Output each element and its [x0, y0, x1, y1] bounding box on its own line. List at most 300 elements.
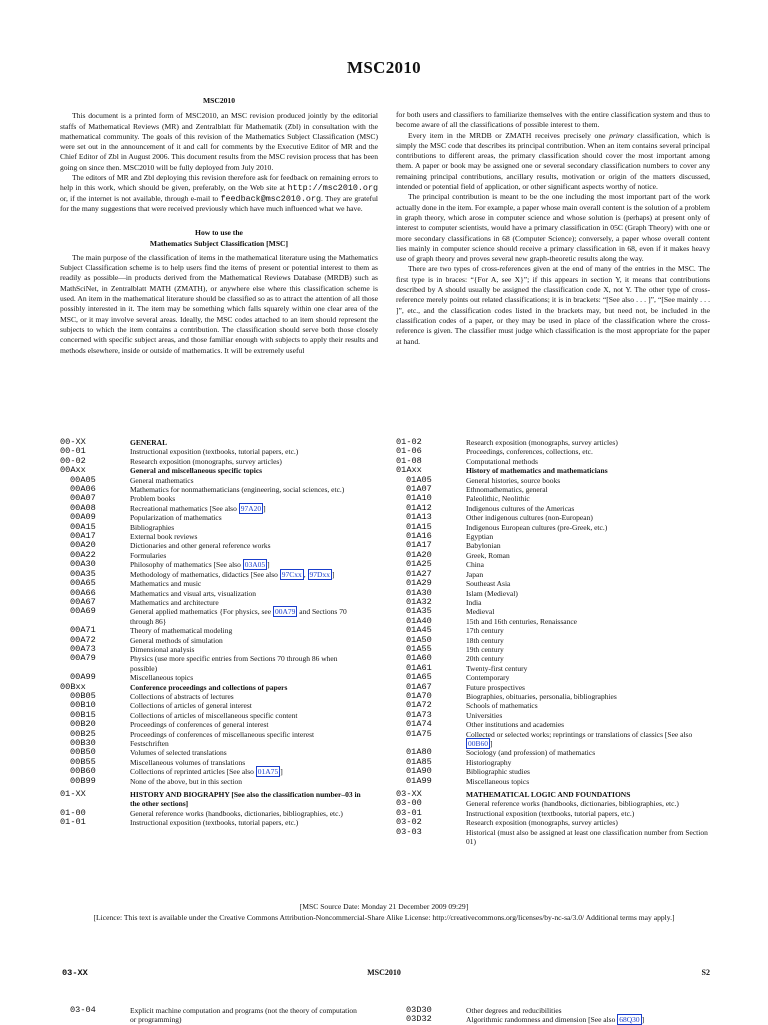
class-entry	[396, 589, 712, 598]
class-entry	[60, 654, 364, 673]
class-code: 00B10	[70, 700, 96, 711]
class-code: 00B25	[70, 728, 96, 739]
class-text: Southeast Asia	[466, 579, 511, 589]
class-description	[466, 523, 712, 532]
class-entry	[60, 777, 364, 786]
class-entry	[60, 767, 364, 776]
class-text: Research exposition (monographs, survey articles)	[466, 438, 618, 447]
class-text: None of the above, but in this section	[130, 776, 243, 786]
class-description	[466, 758, 712, 767]
how-to-use-heading: How to use the Mathematics Subject Classification [MSC]	[149, 228, 289, 248]
class-description	[130, 504, 364, 513]
class-text: General reference works (handbooks, dictionaries, bibliographies, etc.)	[466, 799, 679, 809]
class-text: Instructional exposition (textbooks, tutorial papers, etc.)	[130, 818, 299, 828]
class-code: 01A60	[406, 653, 432, 664]
class-text: Japan	[466, 569, 484, 579]
class-description	[130, 720, 364, 729]
class-description	[130, 579, 364, 588]
class-code: 01A80	[406, 747, 432, 758]
class-text: Medieval	[466, 607, 495, 617]
class-description	[466, 777, 712, 786]
class-entry	[396, 777, 712, 786]
class-entry	[60, 720, 364, 729]
class-text: Conference proceedings and collections of papers	[130, 682, 288, 692]
class-entry	[396, 532, 712, 541]
class-entry	[396, 1015, 712, 1024]
class-entry	[60, 579, 364, 588]
class-description	[466, 485, 712, 494]
class-code: 00Axx	[60, 465, 86, 476]
class-text: ]	[267, 560, 270, 570]
class-entry	[396, 513, 712, 522]
class-text: General methods of simulation	[130, 635, 223, 645]
class-text: Collected or selected works; reprintings or translations of classics [See also	[466, 729, 693, 739]
class-description	[130, 607, 364, 626]
class-entry	[60, 692, 364, 701]
class-text: 19th century	[466, 644, 504, 654]
cross-reference-link[interactable]: 00A79	[274, 607, 296, 617]
class-code: 03-00	[396, 798, 422, 809]
class-text: Physics (use more specific entries from Sections 70 through 86 when possible)	[130, 654, 338, 673]
class-text: Algorithmic randomness and dimension [See also	[466, 1015, 618, 1025]
class-entry	[60, 541, 364, 550]
class-text: 15th and 16th centuries, Renaissance	[466, 616, 578, 626]
class-text: Proceedings, conferences, collections, etc.	[466, 447, 593, 457]
class-entry	[60, 457, 364, 466]
intro-left-column	[60, 96, 378, 356]
class-code: 01A50	[406, 634, 432, 645]
class-code: 03-01	[396, 807, 422, 818]
class-description	[466, 828, 712, 847]
class-description	[466, 673, 712, 682]
class-code: 01A61	[406, 662, 432, 673]
class-description	[466, 541, 712, 550]
class-description	[130, 645, 364, 654]
class-text: Instructional exposition (textbooks, tutorial papers, etc.)	[466, 808, 635, 818]
class-code: 01A25	[406, 559, 432, 570]
class-code: 00A05	[70, 474, 96, 485]
class-description	[466, 438, 712, 447]
class-code: 01A73	[406, 709, 432, 720]
class-text: Dimensional analysis	[130, 644, 195, 654]
class-description	[466, 447, 712, 456]
class-text: Theory of mathematical modeling	[130, 626, 233, 636]
class-code: 00A69	[70, 606, 96, 617]
class-description	[466, 636, 712, 645]
class-code: 00B05	[70, 690, 96, 701]
class-text: Indigenous cultures of the Americas	[466, 503, 575, 513]
class-code: 03-XX	[396, 789, 422, 800]
class-code: 00-XX	[60, 437, 86, 447]
class-text: Miscellaneous topics	[466, 776, 530, 786]
class-description	[130, 457, 364, 466]
class-code: 01-00	[60, 807, 86, 818]
class-code: 00A71	[70, 625, 96, 636]
class-code: 01A29	[406, 578, 432, 589]
class-description	[130, 739, 364, 748]
class-entry	[60, 818, 364, 827]
class-description	[130, 767, 364, 776]
class-entry	[60, 711, 364, 720]
class-description	[130, 790, 364, 809]
class-entry	[60, 523, 364, 532]
class-description	[130, 589, 364, 598]
cross-reference-link[interactable]: 97Dxx	[309, 569, 330, 579]
class-text: Proceedings of conferences of general interest	[130, 720, 269, 730]
section-heading-msc2010: MSC2010	[202, 96, 236, 105]
class-text: MATHEMATICAL LOGIC AND FOUNDATIONS	[466, 790, 631, 800]
class-code: 00A72	[70, 634, 96, 645]
class-entry	[396, 485, 712, 494]
class-entry	[396, 457, 712, 466]
class-text: Collections of articles of miscellaneous specific content	[130, 710, 298, 720]
class-code: 00Bxx	[60, 681, 86, 692]
class-text: Historical (must also be assigned at least one classification number from Section 01)	[466, 827, 708, 847]
class-description	[130, 673, 364, 682]
class-text: Mathematics and music	[130, 579, 202, 589]
class-description	[466, 692, 712, 701]
class-code: 00A99	[70, 672, 96, 683]
class-description	[466, 711, 712, 720]
class-description	[466, 748, 712, 757]
class-text: General histories, source books	[466, 475, 561, 485]
class-code: 03D32	[406, 1014, 432, 1025]
class-entry	[60, 504, 364, 513]
class-code: 01A40	[406, 615, 432, 626]
class-entry	[60, 485, 364, 494]
class-description	[466, 598, 712, 607]
class-code: 01A17	[406, 540, 432, 551]
class-code: 01A45	[406, 625, 432, 636]
class-text: 20th century	[466, 654, 504, 664]
class-description	[130, 636, 364, 645]
class-description	[130, 523, 364, 532]
class-description	[466, 532, 712, 541]
class-text: Historiography	[466, 757, 512, 767]
class-text: External book reviews	[130, 532, 198, 542]
class-description	[130, 447, 364, 456]
class-entry	[396, 626, 712, 635]
class-text: ]	[280, 767, 283, 777]
class-description	[130, 485, 364, 494]
class-text: Methodology of mathematics, didactics [See also	[130, 569, 280, 579]
class-description	[130, 438, 364, 447]
class-text: General and miscellaneous specific topics	[130, 466, 263, 476]
class-entry	[60, 748, 364, 757]
class-description	[466, 560, 712, 569]
intro-right-column	[396, 110, 710, 347]
class-entry	[396, 711, 712, 720]
class-description	[130, 701, 364, 710]
class-entry	[396, 523, 712, 532]
class-description	[130, 818, 364, 827]
intro-paragraph: This document is a printed form of MSC2010, an MSC revision produced jointly by the editorial staffs of Mathematical Reviews (MR) and Zentralblatt für Mathematik (Zbl) in consultation with the mathematical community. The goals of this revision of the Mathematics Subject Classification (MSC) were set out in the announcement of it and call for comments by the Executive Editor of MR and the Chief Editor of Zbl in August 2006. This document results from the MSC revision process that has been going on since then. MSC2010 will be fully deployed from July 2010.	[60, 111, 378, 172]
class-text: and Sections 70 through 86}	[130, 607, 347, 626]
cross-reference-link[interactable]: 97Cxx	[281, 569, 302, 579]
class-text: General applied mathematics {For physics, see	[130, 607, 273, 617]
class-entry	[396, 701, 712, 710]
class-description	[466, 809, 712, 818]
class-text: Twenty-first century	[466, 663, 528, 673]
email-link[interactable]: feedback@msc2010.org	[220, 193, 322, 204]
class-entry	[396, 617, 712, 626]
website-link[interactable]: http://msc2010.org	[287, 183, 378, 194]
class-entry	[396, 673, 712, 682]
class-entry	[396, 438, 712, 447]
class-description	[466, 457, 712, 466]
class-description	[130, 626, 364, 635]
class-description	[466, 730, 712, 749]
class-entry	[396, 809, 712, 818]
class-text: Mathematics for nonmathematicians (engineering, social sciences, etc.)	[130, 485, 345, 495]
class-code: 00A06	[70, 484, 96, 495]
class-text: Babylonian	[466, 541, 501, 551]
cross-reference-link[interactable]: 03A05	[244, 560, 266, 570]
class-entry	[60, 438, 364, 447]
class-code: 03-04	[70, 1005, 96, 1015]
class-text: General mathematics	[130, 475, 194, 485]
class-description	[466, 589, 712, 598]
class-entry	[396, 818, 712, 827]
class-description	[466, 1006, 712, 1015]
class-entry	[396, 767, 712, 776]
class-text: Volumes of selected translations	[130, 748, 227, 758]
class-entry	[396, 790, 712, 799]
class-code: 00A66	[70, 587, 96, 598]
class-entry	[60, 809, 364, 818]
class-code: 01-08	[396, 455, 422, 466]
class-code: 01A70	[406, 690, 432, 701]
class-entry	[396, 466, 712, 475]
page2-right-entries	[396, 1006, 712, 1025]
class-description	[130, 513, 364, 522]
class-description	[466, 494, 712, 503]
class-code: 01A67	[406, 681, 432, 692]
page2-left-entries	[60, 1006, 364, 1025]
class-text: India	[466, 597, 482, 607]
class-description	[466, 664, 712, 673]
class-text: ]	[490, 739, 493, 748]
class-entry	[396, 494, 712, 503]
class-code: 01A10	[406, 493, 432, 504]
class-code: 01-02	[396, 437, 422, 447]
class-code: 00A17	[70, 531, 96, 542]
class-code: 00A73	[70, 643, 96, 654]
class-text: ]	[641, 1015, 645, 1025]
class-code: 00A20	[70, 540, 96, 551]
class-code: 00A15	[70, 521, 96, 532]
page-header-section: 03-XX	[62, 968, 88, 978]
class-entry	[60, 645, 364, 654]
class-description	[466, 617, 712, 626]
class-code: 01A05	[406, 474, 432, 485]
cross-reference-link[interactable]: 00B60	[468, 739, 489, 748]
cross-reference-link[interactable]: 01A75	[257, 767, 279, 777]
class-code: 01A99	[406, 775, 432, 786]
class-entry	[60, 598, 364, 607]
class-description	[466, 767, 712, 776]
class-code: 01-01	[60, 817, 86, 828]
class-code: 00B99	[70, 775, 96, 786]
class-description	[466, 654, 712, 663]
class-description	[130, 758, 364, 767]
class-entry	[60, 636, 364, 645]
page-header-page: S2	[701, 968, 710, 977]
class-description	[130, 748, 364, 757]
class-entry	[60, 476, 364, 485]
class-description	[130, 532, 364, 541]
class-code: 00B30	[70, 738, 96, 748]
principal-contribution-paragraph: The principal contribution is meant to be the one including the most important part of the work actually done in the item. For example, a paper whose main overall content is the solution of a problem in graph theory, which arose in computer science and whose solution is (perhaps) at present only of interest to computer scientists, would have a primary classification in 05C (Graph Theory) with one or more secondary classifications in 68 (Computer Science); conversely, a paper whose overall content lies mainly in computer science should receive a primary classification in 68, even if it makes heavy use of graph theory and proves several new graph-theoretic results along the way.	[396, 192, 710, 264]
class-entry	[396, 476, 712, 485]
class-code: 01A85	[406, 756, 432, 767]
class-code: 01A90	[406, 766, 432, 777]
class-text: Proceedings of conferences of miscellaneous specific interest	[130, 729, 315, 739]
source-date: [MSC Source Date: Monday 21 December 2009 09:29]	[299, 902, 469, 911]
class-entry	[396, 636, 712, 645]
cross-reference-link[interactable]: 68Q30	[619, 1015, 640, 1025]
cross-references-paragraph: There are two types of cross-references given at the end of many of the entries in the MSC. The first type is in braces: “{For A, see X}”; if this appears in section Y, it means that contributions described by A should usually be assigned the classification code X, not Y. The other type of cross-reference merely points out related classifications; it is in brackets: “[See also . . . ]”, “[See mainly . . . ]”, etc., and the classification codes listed in the brackets may, but need not, be included in the classification codes of a paper, or they may be used in place of the classification where the cross-reference is given. The classifier must judge which classification is the most appropriate for the paper at hand.	[396, 264, 710, 346]
class-code: 01A55	[406, 643, 432, 654]
class-entry	[396, 579, 712, 588]
purpose-paragraph: The main purpose of the classification of items in the mathematical literature using the Mathematics Subject Classification scheme is to help users find the items of present or potential interest to them as readily as possible—in products derived from the Mathematical Reviews Database (MRDB) such as MathSciNet, in Zentralblatt MATH (ZMATH), or anywhere else where this classification scheme is used. An item in the mathematical literature should be classified so as to attract the attention of all those possibly interested in it. The item may be something which falls squarely within one clear area of the MSC, or it may involve several areas. Ideally, the MSC codes attached to an item should represent the subjects to which the item contains a contribution. The classification should serve both those closely concerned with specific subject areas, and those familiar enough with subjects to apply their results and methods elsewhere, inside or outside of mathematics. It will be extremely useful	[60, 252, 378, 355]
class-code: 00A07	[70, 493, 96, 504]
class-entry	[396, 541, 712, 550]
class-entry	[60, 532, 364, 541]
cross-reference-link[interactable]: 97A20	[240, 503, 262, 513]
class-text: Miscellaneous topics	[130, 673, 194, 683]
class-code: 03-03	[396, 826, 422, 837]
class-code: 00A08	[70, 502, 96, 513]
class-entry	[60, 673, 364, 682]
class-description	[130, 598, 364, 607]
class-text: Other indigenous cultures (non-European)	[466, 513, 593, 523]
class-code: 01A30	[406, 587, 432, 598]
class-code: 01A72	[406, 700, 432, 711]
class-text: Collections of reprinted articles [See also	[130, 767, 256, 777]
class-description	[466, 626, 712, 635]
class-entry	[396, 504, 712, 513]
class-text: Sociology (and profession) of mathematics	[466, 748, 596, 758]
class-description	[466, 818, 712, 827]
classification-list-left	[60, 438, 364, 828]
document-title: MSC2010	[347, 58, 421, 77]
class-description	[130, 809, 364, 818]
class-entry	[396, 720, 712, 729]
class-text: Bibliographic studies	[466, 767, 530, 777]
class-entry	[396, 730, 712, 749]
class-entry	[60, 589, 364, 598]
class-text: Indigenous European cultures (pre-Greek, etc.)	[466, 522, 608, 532]
class-text: 18th century	[466, 635, 504, 645]
class-text: Problem books	[130, 494, 176, 504]
class-entry	[60, 683, 364, 692]
class-description: Explicit machine computation and programs (not the theory of computation or programming)	[130, 1006, 357, 1025]
class-code: 01A07	[406, 484, 432, 495]
licence-notice: [Licence: This text is available under the Creative Commons Attribution-Noncommercial-Share Alike License: http://creativecommons.org/licenses/by-nc-sa/3.0/ Additional terms may apply.]	[93, 913, 675, 922]
class-text: Festschriften	[130, 739, 169, 748]
class-description	[466, 645, 712, 654]
classification-list-right	[396, 438, 712, 846]
class-entry	[60, 494, 364, 503]
class-text: Research exposition (monographs, survey articles)	[466, 818, 618, 828]
class-text: Ethnomathematics, general	[466, 485, 548, 495]
class-text: Biographies, obituaries, personalia, bibliographies	[466, 691, 617, 701]
class-entry	[60, 701, 364, 710]
class-description	[466, 790, 712, 799]
class-description	[466, 551, 712, 560]
class-entry	[60, 1006, 364, 1025]
class-code: 01A20	[406, 549, 432, 560]
class-entry	[60, 447, 364, 456]
class-text: Mathematics and visual arts, visualization	[130, 588, 257, 598]
class-text: Formularies	[130, 550, 167, 560]
class-entry	[396, 654, 712, 663]
class-code: 01A65	[406, 672, 432, 683]
class-entry	[60, 790, 364, 809]
class-text: Collections of abstracts of lectures	[130, 691, 234, 701]
class-code: 01-06	[396, 446, 422, 457]
class-description	[130, 711, 364, 720]
class-entry	[60, 551, 364, 560]
class-description	[466, 720, 712, 729]
class-description	[130, 570, 364, 579]
class-text: Egyptian	[466, 532, 494, 542]
class-code: 00B60	[70, 766, 96, 777]
class-code: 01A12	[406, 502, 432, 513]
primary-classification-paragraph: Every item in the MRDB or ZMATH receives precisely one primary classification, which is simply the MSC code that describes its principal contribution. When an item contains several principal contributions to different areas, the primary classification should cover the most important among them. A paper or book may be assigned one or several secondary classification numbers to cover any remaining principal contributions, ancillary results, motivation or origin of the matters discussed, intended or potential field of application, or other significant aspects worthy of notice.	[396, 130, 711, 192]
class-text: Philosophy of mathematics [See also	[130, 560, 243, 570]
class-description	[466, 579, 712, 588]
class-code: 00B20	[70, 719, 96, 730]
class-text: ]	[263, 503, 266, 513]
class-description	[466, 799, 712, 808]
class-text: Computational methods	[466, 456, 538, 466]
class-code: 00A67	[70, 596, 96, 607]
feedback-paragraph: The editors of MR and Zbl deploying this revision therefore ask for feedback on remaining errors to help in this work, which should be given, preferably, on the Web site at http://msc2010.org or, if the internet is not available, through e-mail to feedback@msc2010.org. They are grateful for the many suggestions that were received previously which have much influenced what we have.	[60, 173, 378, 213]
class-text: Contemporary	[466, 673, 510, 683]
class-entry	[396, 664, 712, 673]
class-entry	[396, 692, 712, 701]
class-code: 01A16	[406, 531, 432, 542]
class-text: GENERAL	[130, 438, 168, 447]
class-code: 01A27	[406, 568, 432, 579]
class-entry	[60, 607, 364, 626]
class-description	[466, 513, 712, 522]
class-code: 00B55	[70, 756, 96, 767]
class-text: 17th century	[466, 626, 504, 636]
class-description	[130, 654, 364, 673]
class-code: 01Axx	[396, 465, 422, 476]
class-text: Islam (Medieval)	[466, 588, 518, 598]
class-description	[466, 504, 712, 513]
class-description	[130, 683, 364, 692]
class-entry	[60, 739, 364, 748]
page-header-title: MSC2010	[367, 968, 401, 977]
class-description	[466, 476, 712, 485]
class-code: 00-01	[60, 446, 86, 457]
class-text: Bibliographies	[130, 522, 175, 532]
class-text: ]	[331, 569, 335, 579]
class-code: 01A74	[406, 719, 432, 730]
class-description	[466, 570, 712, 579]
class-description	[130, 692, 364, 701]
class-entry	[396, 607, 712, 616]
class-code: 01A32	[406, 596, 432, 607]
class-code: 01A75	[406, 728, 432, 739]
class-description	[130, 730, 364, 739]
class-description	[130, 541, 364, 550]
